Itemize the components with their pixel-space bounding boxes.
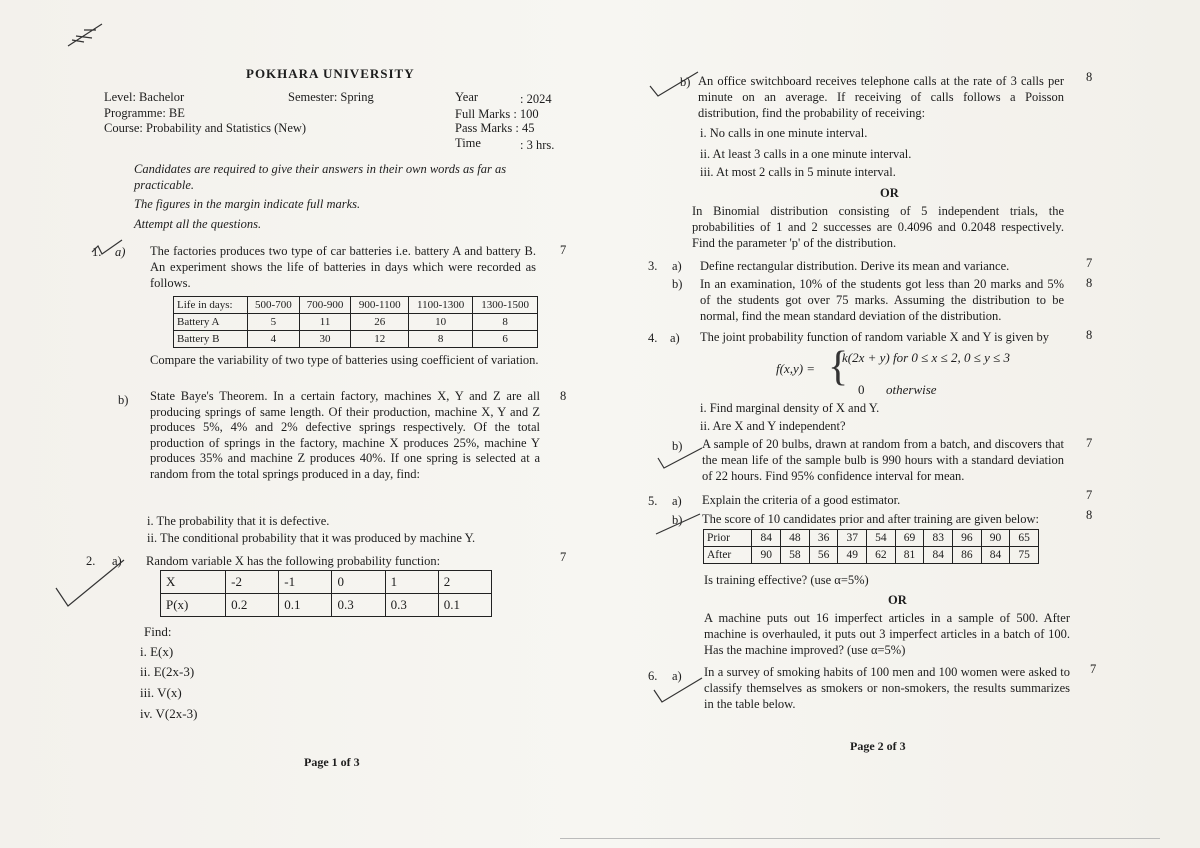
q4a-item-1: i. Find marginal density of X and Y. — [700, 401, 880, 415]
table-cell: 500-700 — [248, 297, 300, 314]
q4a-item-2: ii. Are X and Y independent? — [700, 419, 846, 433]
battery-life-table — [173, 296, 538, 348]
table-cell: 86 — [953, 547, 982, 564]
find-item-1: i. E(x) — [140, 644, 174, 659]
table-cell: 700-900 — [299, 297, 351, 314]
q2b-item-1: i. No calls in one minute interval. — [700, 126, 868, 140]
q2b-text: An office switchboard receives telephone calls at the rate of 3 calls per minute on an average. If receiving of calls follows a Poisson distribution, find the probability of receiving: — [698, 74, 1064, 120]
q1a-question: Compare the variability of two type of batteries using coefficient of variation. — [150, 353, 539, 367]
q4a-text: The joint probability function of random variable X and Y is given by — [700, 330, 1049, 344]
probability-table — [160, 570, 492, 617]
table-cell: 75 — [1010, 547, 1039, 564]
year-label: Year — [455, 90, 479, 104]
table-cell: 8 — [409, 331, 473, 348]
q4b-text: A sample of 20 bulbs, drawn at random from a batch, and discovers that the mean life of the sample bulb is 990 hours with a standard deviation of 22 hours. Find 95% confidence interval for mean. — [702, 437, 1064, 483]
formula-case-1: k(2x + y) for 0 ≤ x ≤ 2, 0 ≤ y ≤ 3 — [842, 350, 1010, 365]
q2b-item-3: iii. At most 2 calls in 5 minute interval. — [700, 165, 896, 179]
table-cell: 26 — [351, 314, 409, 331]
q1a-marks: 7 — [560, 243, 567, 257]
pen-tick-mark — [88, 238, 128, 260]
table-cell: 30 — [299, 331, 351, 348]
table-cell: 96 — [953, 530, 982, 547]
pen-tick-mark — [652, 440, 706, 474]
pencil-scribble-mark — [62, 18, 112, 52]
q2-number: 2. — [86, 554, 96, 568]
table-cell: 0.1 — [279, 594, 332, 617]
table-cell: 1100-1300 — [409, 297, 473, 314]
q3a-marks: 7 — [1086, 256, 1093, 270]
q3b-text: In an examination, 10% of the students got less than 20 marks and 5% of the students got over 75 marks. Assuming the distribution to be normal, find the mean standard deviation of the distribution. — [700, 277, 1064, 323]
q4a-marks: 8 — [1086, 328, 1093, 342]
q2b-label: b) — [680, 75, 691, 89]
table-cell: After — [704, 547, 752, 564]
q6a-marks: 7 — [1090, 662, 1097, 676]
table-cell: 5 — [248, 314, 300, 331]
table-cell: 4 — [248, 331, 300, 348]
table-row — [161, 594, 492, 617]
find-item-3: iii. V(x) — [140, 685, 182, 700]
table-cell: 90 — [981, 530, 1010, 547]
or2-text: A machine puts out 16 imperfect articles in a sample of 500. After machine is overhauled, it puts out 3 imperfect articles in a batch of 100. Has the machine improved? (use α=5%) — [704, 611, 1070, 657]
table-cell: 0.3 — [332, 594, 385, 617]
q2b-marks: 8 — [1086, 70, 1093, 84]
table-cell: Battery A — [174, 314, 248, 331]
page-2-number: Page 2 of 3 — [850, 739, 906, 753]
q6-number: 6. — [648, 669, 658, 683]
table-cell: 0.3 — [385, 594, 438, 617]
table-cell: 49 — [838, 547, 867, 564]
q1b-marks: 8 — [560, 389, 567, 403]
table-cell: 10 — [409, 314, 473, 331]
table-cell: 36 — [809, 530, 838, 547]
level-line: Level: Bachelor — [104, 90, 185, 104]
table-cell: 0.2 — [226, 594, 279, 617]
training-score-table — [703, 529, 1039, 564]
q2a-marks: 7 — [560, 550, 567, 564]
instruction-attempt: Attempt all the questions. — [134, 217, 262, 231]
table-cell: -1 — [279, 571, 332, 594]
q3b-marks: 8 — [1086, 276, 1093, 290]
semester-line: Semester: Spring — [288, 90, 374, 104]
table-cell: 1 — [385, 571, 438, 594]
table-cell: 12 — [351, 331, 409, 348]
table-cell: 69 — [895, 530, 924, 547]
table-cell: P(x) — [161, 594, 226, 617]
table-cell: 84 — [981, 547, 1010, 564]
pen-tick-mark — [650, 672, 706, 708]
pen-tick-mark — [50, 556, 130, 612]
formula-case-2-value: 0 — [858, 382, 865, 397]
q5a-label: a) — [672, 494, 682, 508]
find-label: Find: — [144, 624, 172, 639]
table-cell: 84 — [752, 530, 781, 547]
q4b-marks: 7 — [1086, 436, 1093, 450]
table-cell: 90 — [752, 547, 781, 564]
q4a-label: a) — [670, 331, 680, 345]
instruction-answers: Candidates are required to give their answers in their own words as far as practicable. — [134, 162, 507, 192]
q5a-text: Explain the criteria of a good estimator. — [702, 493, 901, 507]
table-cell: 54 — [867, 530, 896, 547]
q5b-marks: 8 — [1086, 508, 1093, 522]
formula-lhs: f(x,y) = — [776, 361, 816, 376]
q3a-text: Define rectangular distribution. Derive its mean and variance. — [700, 259, 1010, 273]
year-value: : 2024 — [520, 92, 552, 106]
find-item-2: ii. E(2x-3) — [140, 664, 195, 679]
find-item-4: iv. V(2x-3) — [140, 706, 198, 721]
table-row — [174, 314, 538, 331]
q1-number: 1. — [92, 245, 102, 259]
table-cell: 2 — [438, 571, 491, 594]
table-cell: 8 — [473, 314, 538, 331]
or1-text: In Binomial distribution consisting of 5 independent trials, the probabilities of 1 and 2 successes are 0.4096 and 0.2048 respectively. Find the parameter 'p' of the distribution. — [692, 204, 1064, 250]
table-cell: 48 — [781, 530, 810, 547]
q4b-label: b) — [672, 439, 683, 453]
table-cell: Life in days: — [174, 297, 248, 314]
table-cell: Battery B — [174, 331, 248, 348]
q5a-marks: 7 — [1086, 488, 1093, 502]
pass-marks-line: Pass Marks : 45 — [455, 121, 535, 135]
q1a-label: a) — [115, 245, 126, 259]
scan-edge-line — [560, 838, 1160, 839]
course-line: Course: Probability and Statistics (New) — [104, 121, 307, 135]
q6a-label: a) — [672, 669, 682, 683]
table-row — [174, 331, 538, 348]
q4-number: 4. — [648, 331, 658, 345]
table-row — [704, 530, 1039, 547]
table-cell: 83 — [924, 530, 953, 547]
table-row — [161, 571, 492, 594]
q2a-label: a) — [112, 554, 122, 568]
university-name: POKHARA UNIVERSITY — [246, 66, 415, 81]
time-value: : 3 hrs. — [520, 138, 555, 152]
table-cell: 81 — [895, 547, 924, 564]
q1b-text: State Baye's Theorem. In a certain factory, machines X, Y and Z are all producing springs of same length. Of their production, machine X, Y and Z produces 5%, 4% and 2% defective springs respectively. Of the total production of springs in the factory, machine X produces 25%, machine Y produces 35% and machine Z produces 40%. If one spring is selected at a random from the total springs produced in a day, find: — [150, 389, 540, 481]
table-cell: 6 — [473, 331, 538, 348]
instruction-marks: The figures in the margin indicate full marks. — [134, 197, 361, 211]
q1b-item-1: i. The probability that it is defective. — [147, 514, 330, 528]
full-marks-line: Full Marks : 100 — [455, 107, 539, 121]
q3b-label: b) — [672, 277, 683, 291]
table-cell: 62 — [867, 547, 896, 564]
q1b-item-2: ii. The conditional probability that it was produced by machine Y. — [147, 531, 476, 545]
formula-case-2-condition: otherwise — [886, 382, 937, 397]
table-cell: 56 — [809, 547, 838, 564]
q3a-label: a) — [672, 259, 682, 273]
table-cell: 1300-1500 — [473, 297, 538, 314]
q5b-text: The score of 10 candidates prior and after training are given below: — [702, 512, 1040, 526]
table-cell: 900-1100 — [351, 297, 409, 314]
table-row — [174, 297, 538, 314]
or-separator-1: OR — [880, 186, 899, 200]
table-cell: 58 — [781, 547, 810, 564]
table-cell: 0 — [332, 571, 385, 594]
q3-number: 3. — [648, 259, 658, 273]
q2b-item-2: ii. At least 3 calls in a one minute interval. — [700, 147, 912, 161]
q5b-label: b) — [672, 513, 683, 527]
table-cell: 37 — [838, 530, 867, 547]
table-cell: X — [161, 571, 226, 594]
time-label: Time — [455, 136, 481, 150]
q5b-question: Is training effective? (use α=5%) — [704, 573, 869, 587]
or-separator-2: OR — [888, 593, 907, 607]
pen-tick-mark — [646, 66, 702, 102]
formula-brace: { — [828, 344, 849, 390]
table-row — [704, 547, 1039, 564]
q6a-text: In a survey of smoking habits of 100 men and 100 women were asked to classify themselves as smokers or non-smokers, the results summarizes in the table below. — [704, 665, 1070, 711]
table-cell: 84 — [924, 547, 953, 564]
table-cell: -2 — [226, 571, 279, 594]
table-cell: 0.1 — [438, 594, 491, 617]
table-cell: 65 — [1010, 530, 1039, 547]
page-1-number: Page 1 of 3 — [304, 755, 360, 769]
table-cell: 11 — [299, 314, 351, 331]
q1b-label: b) — [118, 393, 129, 407]
q5-number: 5. — [648, 494, 658, 508]
q2a-text: Random variable X has the following probability function: — [146, 554, 441, 568]
programme-line: Programme: BE — [104, 106, 185, 120]
pen-tick-mark — [652, 512, 706, 542]
table-cell: Prior — [704, 530, 752, 547]
q1a-text: The factories produces two type of car batteries i.e. battery A and battery B. An experiment shows the life of batteries in days which were recorded as follows. — [150, 244, 536, 290]
